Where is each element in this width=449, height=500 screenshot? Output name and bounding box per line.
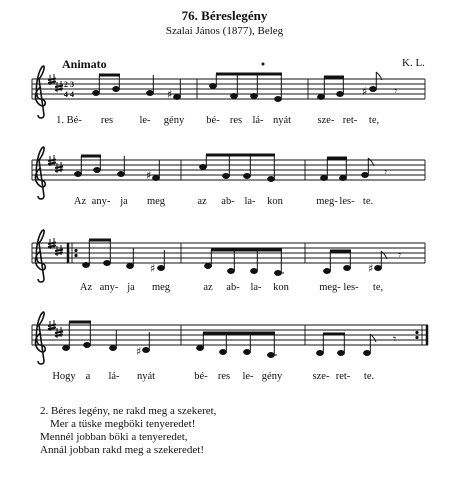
syllable: lá-: [108, 371, 120, 382]
syllable: any-: [91, 196, 111, 207]
svg-text:4: 4: [64, 90, 68, 99]
song-source: Szalai János (1877), Beleg: [165, 25, 284, 37]
syllable: ret-: [342, 115, 358, 126]
syllable: 1. Bé-: [56, 115, 82, 126]
svg-text:𝄾: 𝄾: [393, 332, 397, 346]
svg-text:2: 2: [64, 80, 68, 89]
syllable: kon: [273, 282, 289, 293]
syllable: le-: [242, 371, 254, 382]
syllable: sze-: [317, 115, 335, 126]
syllable: te,: [372, 282, 384, 293]
lyrics-line-1: [0, 115, 449, 129]
syllable: les-: [343, 282, 359, 293]
syllable: meg: [146, 196, 166, 207]
syllable: res: [100, 115, 114, 126]
syllable: res: [217, 371, 231, 382]
syllable: ja: [127, 282, 135, 293]
verse-line: 2. Béres legény, ne rakd meg a szekeret,: [40, 405, 217, 417]
svg-text:♯: ♯: [136, 345, 142, 358]
lyrics-line-3: [0, 282, 449, 296]
syllable: kon: [267, 196, 283, 207]
syllable: te,: [368, 115, 380, 126]
svg-text:𝄾: 𝄾: [384, 165, 388, 179]
verse-line: Mer a tüske megböki tenyeredet!: [50, 418, 196, 430]
tempo-marking: Animato: [62, 57, 107, 71]
song-title: 76. Béreslegény: [181, 8, 268, 23]
verse-line: Annál jobban rakd meg a szekeredet!: [40, 444, 205, 456]
syllable: any-: [99, 282, 119, 293]
syllable: les-: [339, 196, 355, 207]
syllable: Az: [73, 196, 87, 207]
svg-text:♯: ♯: [150, 262, 156, 275]
syllable: ab-: [221, 196, 235, 207]
syllable: meg-: [316, 196, 338, 207]
syllable: meg-: [319, 282, 341, 293]
syllable: sze-: [312, 371, 330, 382]
lyrics-line-4: [0, 371, 449, 385]
staff-1: [32, 63, 425, 118]
syllable: lá-: [252, 115, 264, 126]
svg-text:♯: ♯: [362, 85, 368, 98]
syllable: la-: [244, 196, 256, 207]
syllable: gény: [163, 115, 185, 126]
syllable: bé-: [194, 371, 208, 382]
svg-text:4: 4: [70, 90, 74, 99]
transcriber-initials: K. L.: [402, 57, 425, 69]
syllable: az: [197, 196, 207, 207]
staff-4: [32, 312, 428, 364]
svg-text:3: 3: [70, 80, 74, 89]
verse-2: [40, 405, 216, 457]
svg-text:𝄾: 𝄾: [394, 84, 398, 98]
syllable: ja: [120, 196, 128, 207]
syllable: meg: [151, 282, 171, 293]
syllable: a: [85, 371, 91, 382]
syllable: te.: [362, 196, 374, 207]
syllable: bé-: [206, 115, 220, 126]
svg-text:♯: ♯: [167, 88, 173, 101]
syllable: az: [203, 282, 213, 293]
syllable: le-: [139, 115, 151, 126]
syllable: nyát: [136, 371, 156, 382]
syllable: te.: [363, 371, 375, 382]
syllable: res: [229, 115, 243, 126]
syllable: ret-: [335, 371, 351, 382]
verse-line: Mennél jobban böki a tenyeredet,: [40, 431, 188, 443]
syllable: ab-: [226, 282, 240, 293]
svg-text:𝄾: 𝄾: [398, 248, 402, 262]
staff-2: [32, 147, 425, 199]
syllable: Hogy: [52, 371, 76, 382]
syllable: nyát: [272, 115, 292, 126]
svg-text:♯: ♯: [368, 262, 374, 275]
syllable: Az: [79, 282, 93, 293]
syllable: la-: [250, 282, 262, 293]
staff-3: [32, 230, 425, 282]
syllable: gény: [261, 371, 283, 382]
lyrics-line-2: [0, 196, 449, 210]
svg-text:♯: ♯: [146, 169, 152, 182]
